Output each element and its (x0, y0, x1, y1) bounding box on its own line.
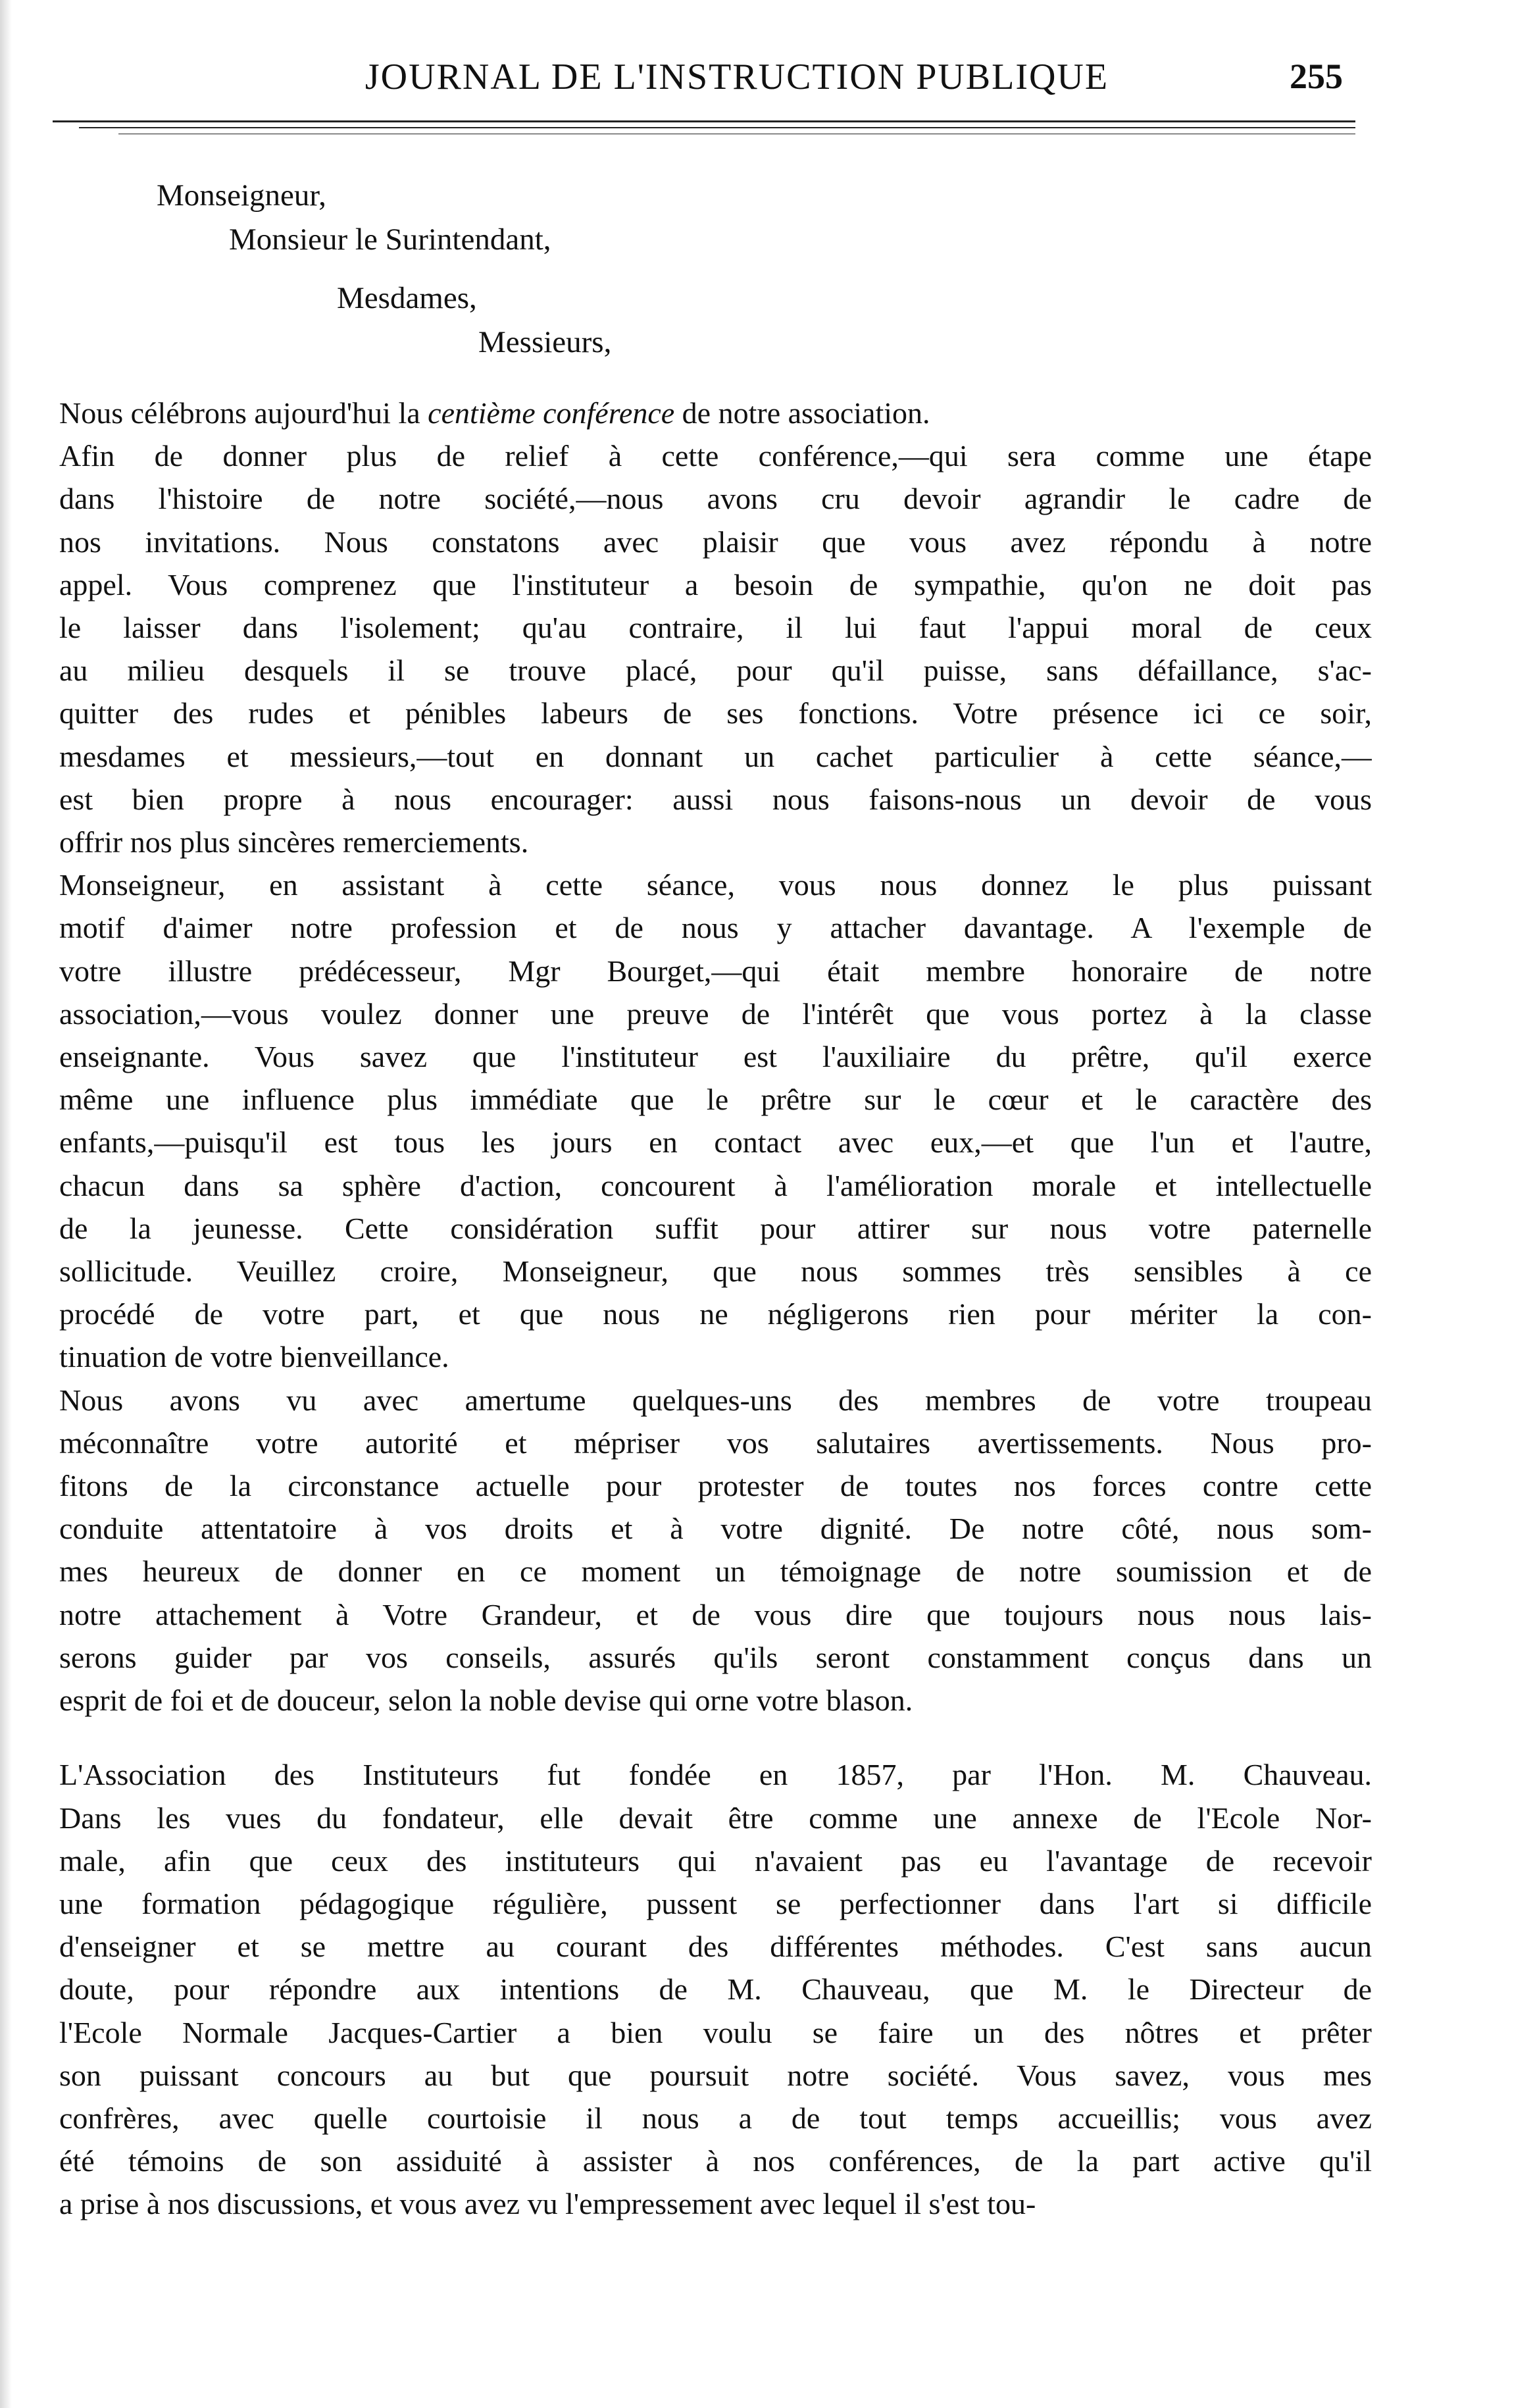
page-edge-shadow (0, 0, 12, 2408)
text-line: Nous avons vu avec amertume quelques-uns des membres de votre troupeau (59, 1383, 1372, 1417)
header-rule (53, 120, 1355, 122)
text-line: le laisser dans l'isolement; qu'au contraire, il lui faut l'appui moral de ceux (59, 611, 1372, 645)
paragraph (59, 1379, 1372, 1722)
text-line: enfants,—puisqu'il est tous les jours en contact avec eux,—et que l'un et l'autre, (59, 1125, 1372, 1160)
text-line: son puissant concours au but que poursuit notre société. Vous savez, vous mes (59, 2058, 1372, 2092)
text-line: votre illustre prédécesseur, Mgr Bourget,—qui était membre honoraire de notre (59, 954, 1372, 988)
text-line: nos invitations. Nous constatons avec plaisir que vous avez répondu à notre (59, 525, 1372, 559)
salutation-line: Monseigneur, (157, 178, 326, 213)
salutation-line: Mesdames, (337, 281, 477, 315)
text-line: fitons de la circonstance actuelle pour protester de toutes nos forces contre cette (59, 1469, 1372, 1503)
text-line: confrères, avec quelle courtoisie il nous a de tout temps accueillis; vous avez (59, 2101, 1372, 2135)
text-line: male, afin que ceux des instituteurs qui n'avaient pas eu l'avantage de recevoir (59, 1843, 1372, 1878)
text-line: une formation pédagogique régulière, pussent se perfectionner dans l'art si difficile (59, 1886, 1372, 1920)
text-line: l'Ecole Normale Jacques-Cartier a bien voulu se faire un des nôtres et prêter (59, 2015, 1372, 2049)
text-line: même une influence plus immédiate que le prêtre sur le cœur et le caractère des (59, 1083, 1372, 1117)
text-line: Nous célébrons aujourd'hui la centième conférence de notre association. (59, 396, 930, 430)
text-line: d'enseigner et se mettre au courant des différentes méthodes. C'est sans aucun (59, 1930, 1372, 1964)
paragraph (59, 392, 1372, 434)
text-line: tinuation de votre bienveillance. (59, 1340, 449, 1374)
text-line: motif d'aimer notre profession et de nous y attacher davantage. A l'exemple de (59, 911, 1372, 945)
text-line: mesdames et messieurs,—tout en donnant un cachet particulier à cette séance,— (59, 739, 1372, 773)
text-line: association,—vous voulez donner une preuve de l'intérêt que vous portez à la classe (59, 996, 1372, 1031)
text-line: chacun dans sa sphère d'action, concourent à l'amélioration morale et intellectuelle (59, 1168, 1372, 1202)
text-line: doute, pour répondre aux intentions de M. Chauveau, que M. le Directeur de (59, 1972, 1372, 2007)
text-line: esprit de foi et de douceur, selon la noble devise qui orne votre blason. (59, 1683, 913, 1718)
text-line: dans l'histoire de notre société,—nous avons cru devoir agrandir le cadre de (59, 482, 1372, 516)
text-line: L'Association des Instituteurs fut fondée en 1857, par l'Hon. M. Chauveau. (59, 1758, 1372, 1792)
article-body (59, 392, 1372, 2226)
running-head: JOURNAL DE L'INSTRUCTION PUBLIQUE (365, 57, 1109, 97)
salutation-line: Messieurs, (478, 325, 612, 359)
salutation-line: Monsieur le Surintendant, (229, 222, 551, 257)
text-line: Monseigneur, en assistant à cette séance, vous nous donnez le plus puissant (59, 868, 1372, 902)
text-line: sollicitude. Veuillez croire, Monseigneur, que nous sommes très sensibles à ce (59, 1254, 1372, 1289)
page-number: 255 (1290, 57, 1343, 96)
text-line: de la jeunesse. Cette considération suffit pour attirer sur nous votre paternelle (59, 1211, 1372, 1245)
paragraph (59, 1753, 1372, 2225)
text-line: notre attachement à Votre Grandeur, et de vous dire que toujours nous nous lais- (59, 1597, 1372, 1631)
text-line: été témoins de son assiduité à assister à nos conférences, de la part active qu'il (59, 2144, 1372, 2178)
text-line: appel. Vous comprenez que l'instituteur a besoin de sympathie, qu'on ne doit pas (59, 567, 1372, 602)
text-line: Dans les vues du fondateur, elle devait être comme une annexe de l'Ecole Nor- (59, 1801, 1372, 1835)
text-line: est bien propre à nous encourager: aussi nous faisons-nous un devoir de vous (59, 782, 1372, 816)
emphasis-text: centième conférence (428, 396, 675, 430)
text-line: conduite attentatoire à vos droits et à votre dignité. De notre côté, nous som- (59, 1512, 1372, 1546)
paragraph (59, 434, 1372, 863)
text-line: quitter des rudes et pénibles labeurs de ses fonctions. Votre présence ici ce soir, (59, 696, 1372, 730)
text-line: mes heureux de donner en ce moment un témoignage de notre soumission et de (59, 1554, 1372, 1589)
paragraph (59, 863, 1372, 1378)
text-line: serons guider par vos conseils, assurés qu'ils seront constamment conçus dans un (59, 1640, 1372, 1674)
text-line: au milieu desquels il se trouve placé, pour qu'il puisse, sans défaillance, s'ac- (59, 653, 1372, 688)
header-rule (79, 127, 1355, 128)
text-line: Afin de donner plus de relief à cette conférence,—qui sera comme une étape (59, 439, 1372, 473)
text-line: offrir nos plus sincères remerciements. (59, 825, 529, 859)
text-line: méconnaître votre autorité et mépriser vos salutaires avertissements. Nous pro- (59, 1425, 1372, 1460)
text-line: a prise à nos discussions, et vous avez vu l'empressement avec lequel il s'est tou- (59, 2187, 1036, 2221)
text-line: enseignante. Vous savez que l'instituteur est l'auxiliaire du prêtre, qu'il exerce (59, 1040, 1372, 1074)
text-line: procédé de votre part, et que nous ne négligerons rien pour mériter la con- (59, 1297, 1372, 1331)
